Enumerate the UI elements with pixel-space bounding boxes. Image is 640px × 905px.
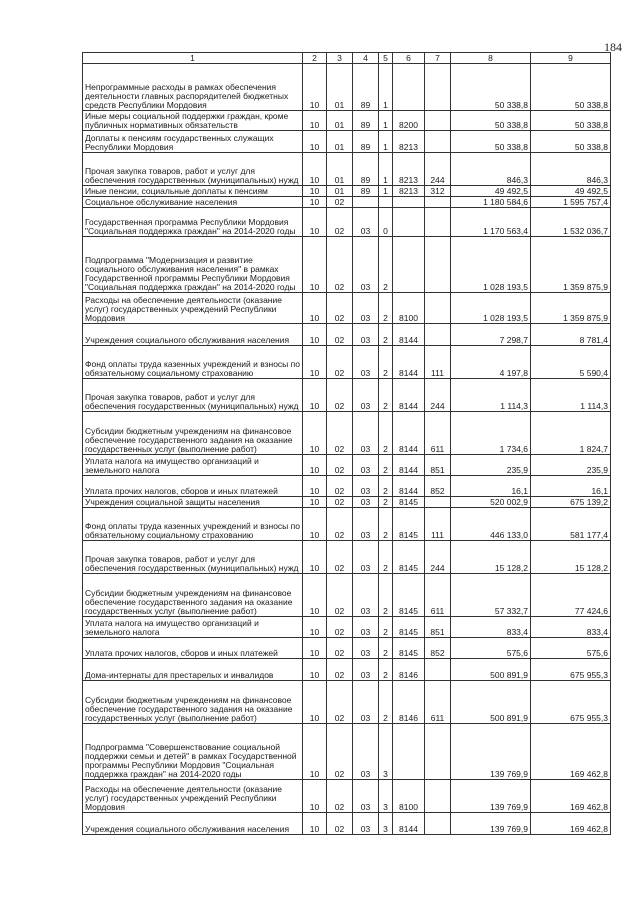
expense-type-code: 852 [425,476,451,497]
amount-col8: 50 338,8 [451,111,531,131]
amount-col8: 1 028 193,5 [451,293,531,324]
expense-type-code: 111 [425,346,451,379]
amount-col9: 8 781,4 [531,324,611,346]
section-code: 10 [303,476,327,497]
direction-code: 8145 [393,638,425,659]
direction-code [393,64,425,111]
section-code: 10 [303,455,327,476]
expense-type-code [425,237,451,293]
section-code: 10 [303,724,327,780]
expense-type-code: 244 [425,541,451,574]
subsection-code: 02 [327,412,353,455]
row-description: Субсидии бюджетным учреждениям на финансовое обеспечение государственного задания на оказание государственных услуг (выполнение работ) [83,412,303,455]
column-header: 1 [83,53,303,64]
amount-col8: 500 891,9 [451,681,531,724]
amount-col9: 1 532 036,7 [531,208,611,237]
expense-type-code [425,497,451,508]
program-code: 03 [353,476,379,497]
section-code: 10 [303,324,327,346]
expense-type-code [425,111,451,131]
direction-code [393,724,425,780]
amount-col9: 15 128,2 [531,541,611,574]
amount-col8: 50 338,8 [451,131,531,153]
expense-type-code: 312 [425,186,451,197]
section-code: 10 [303,379,327,412]
row-description: Иные пенсии, социальные доплаты к пенсиям [83,186,303,197]
table-row [83,780,611,813]
section-code: 10 [303,497,327,508]
program-code [353,197,379,208]
subsection-code: 02 [327,574,353,617]
section-code: 10 [303,197,327,208]
subsection-code: 02 [327,508,353,541]
table-row [83,508,611,541]
direction-code: 8213 [393,153,425,186]
table-row [83,497,611,508]
expense-type-code: 244 [425,153,451,186]
direction-code [393,208,425,237]
direction-code: 8144 [393,324,425,346]
section-code: 10 [303,813,327,835]
subsection-code: 02 [327,208,353,237]
table-row [83,659,611,681]
direction-code [393,237,425,293]
expense-type-code [425,197,451,208]
section-code: 10 [303,574,327,617]
direction-code [393,197,425,208]
row-description: Фонд оплаты труда казенных учреждений и взносы по обязательному социальному страхованию [83,346,303,379]
table-row [83,208,611,237]
direction-code: 8146 [393,659,425,681]
row-description: Субсидии бюджетным учреждениям на финансовое обеспечение государственного задания на оказание государственных услуг (выполнение работ) [83,574,303,617]
amount-col9: 77 424,6 [531,574,611,617]
table-row [83,346,611,379]
section-code: 10 [303,293,327,324]
subsection-code: 02 [327,724,353,780]
row-description: Расходы на обеспечение деятельности (оказание услуг) государственных учреждений Республики Мордовия [83,780,303,813]
row-description: Доплаты к пенсиям государственных служащих Республики Мордовия [83,131,303,153]
amount-col8: 50 338,8 [451,64,531,111]
amount-col8: 49 492,5 [451,186,531,197]
program-code: 03 [353,780,379,813]
subprogram-code: 2 [379,455,393,476]
row-description: Государственная программа Республики Мордовия "Социальная поддержка граждан" на 2014-2020 годы [83,208,303,237]
subprogram-code: 2 [379,379,393,412]
amount-col8: 1 734,6 [451,412,531,455]
amount-col8: 139 769,9 [451,813,531,835]
amount-col9: 1 824,7 [531,412,611,455]
subprogram-code: 3 [379,724,393,780]
table-row [83,197,611,208]
subsection-code: 02 [327,541,353,574]
amount-col9: 1 114,3 [531,379,611,412]
amount-col8: 833,4 [451,617,531,638]
subprogram-code: 2 [379,497,393,508]
table-row [83,186,611,197]
amount-col9: 50 338,8 [531,64,611,111]
direction-code: 8144 [393,379,425,412]
subsection-code: 02 [327,346,353,379]
amount-col9: 1 359 875,9 [531,237,611,293]
table-row [83,541,611,574]
subprogram-code: 2 [379,617,393,638]
program-code: 03 [353,638,379,659]
amount-col8: 15 128,2 [451,541,531,574]
section-code: 10 [303,64,327,111]
column-header: 8 [451,53,531,64]
table-row [83,455,611,476]
direction-code: 8145 [393,617,425,638]
direction-code: 8213 [393,186,425,197]
amount-col9: 1 359 875,9 [531,293,611,324]
amount-col9: 833,4 [531,617,611,638]
page-number: 184 [604,40,622,54]
amount-col8: 846,3 [451,153,531,186]
amount-col8: 4 197,8 [451,346,531,379]
amount-col9: 5 590,4 [531,346,611,379]
program-code: 03 [353,574,379,617]
table-row [83,379,611,412]
section-code: 10 [303,412,327,455]
budget-table [82,52,611,835]
expense-type-code: 851 [425,617,451,638]
subsection-code: 01 [327,111,353,131]
amount-col9: 16,1 [531,476,611,497]
expense-type-code [425,64,451,111]
direction-code: 8145 [393,574,425,617]
subprogram-code: 2 [379,293,393,324]
direction-code: 8144 [393,455,425,476]
amount-col8: 1 028 193,5 [451,237,531,293]
amount-col8: 575,6 [451,638,531,659]
subsection-code: 02 [327,197,353,208]
subsection-code: 02 [327,379,353,412]
section-code: 10 [303,508,327,541]
direction-code: 8100 [393,780,425,813]
row-description: Прочая закупка товаров, работ и услуг для обеспечения государственных (муниципальных) нужд [83,153,303,186]
subprogram-code: 2 [379,346,393,379]
program-code: 03 [353,681,379,724]
direction-code: 8145 [393,541,425,574]
subprogram-code: 1 [379,153,393,186]
table-row [83,617,611,638]
direction-code: 8144 [393,476,425,497]
subsection-code: 02 [327,659,353,681]
subprogram-code: 1 [379,64,393,111]
program-code: 89 [353,153,379,186]
expense-type-code [425,131,451,153]
table-row [83,153,611,186]
amount-col9: 675 139,2 [531,497,611,508]
amount-col9: 846,3 [531,153,611,186]
row-description: Подпрограмма "Совершенствование социальной поддержки семьи и детей" в рамках Государственной программы Республики Мордовия "Социальная поддержка граждан" на 2014-2020 годы [83,724,303,780]
program-code: 03 [353,455,379,476]
column-header: 2 [303,53,327,64]
table-row [83,293,611,324]
table-row [83,64,611,111]
row-description: Уплата прочих налогов, сборов и иных платежей [83,638,303,659]
table-row [83,813,611,835]
amount-col9: 50 338,8 [531,111,611,131]
table-row [83,324,611,346]
table-row [83,111,611,131]
amount-col8: 446 133,0 [451,508,531,541]
subsection-code: 02 [327,638,353,659]
subprogram-code: 2 [379,324,393,346]
amount-col8: 1 114,3 [451,379,531,412]
program-code: 03 [353,237,379,293]
table-header-row [83,53,611,64]
expense-type-code: 611 [425,574,451,617]
expense-type-code [425,724,451,780]
subsection-code: 01 [327,186,353,197]
column-header: 9 [531,53,611,64]
program-code: 03 [353,208,379,237]
program-code: 03 [353,659,379,681]
row-description: Уплата прочих налогов, сборов и иных платежей [83,476,303,497]
amount-col9: 675 955,3 [531,681,611,724]
amount-col9: 49 492,5 [531,186,611,197]
section-code: 10 [303,208,327,237]
column-header: 4 [353,53,379,64]
subsection-code: 02 [327,324,353,346]
amount-col9: 675 955,3 [531,659,611,681]
row-description: Прочая закупка товаров, работ и услуг для обеспечения государственных (муниципальных) нужд [83,379,303,412]
row-description: Иные меры социальной поддержки граждан, кроме публичных нормативных обязательств [83,111,303,131]
row-description: Дома-интернаты для престарелых и инвалидов [83,659,303,681]
section-code: 10 [303,131,327,153]
direction-code: 8144 [393,346,425,379]
expense-type-code: 852 [425,638,451,659]
amount-col8: 1 180 584,6 [451,197,531,208]
direction-code: 8100 [393,293,425,324]
section-code: 10 [303,617,327,638]
amount-col8: 7 298,7 [451,324,531,346]
program-code: 03 [353,497,379,508]
subprogram-code: 2 [379,574,393,617]
amount-col8: 500 891,9 [451,659,531,681]
amount-col9: 235,9 [531,455,611,476]
expense-type-code [425,659,451,681]
subsection-code: 02 [327,681,353,724]
amount-col9: 575,6 [531,638,611,659]
program-code: 03 [353,324,379,346]
subsection-code: 02 [327,780,353,813]
column-header: 5 [379,53,393,64]
program-code: 03 [353,293,379,324]
subsection-code: 01 [327,153,353,186]
section-code: 10 [303,186,327,197]
section-code: 10 [303,638,327,659]
expense-type-code [425,208,451,237]
row-description: Социальное обслуживание населения [83,197,303,208]
column-header: 3 [327,53,353,64]
expense-type-code: 611 [425,412,451,455]
subprogram-code: 2 [379,681,393,724]
subprogram-code: 2 [379,476,393,497]
section-code: 10 [303,237,327,293]
table-row [83,574,611,617]
program-code: 03 [353,412,379,455]
amount-col8: 16,1 [451,476,531,497]
program-code: 03 [353,508,379,541]
expense-type-code: 111 [425,508,451,541]
direction-code: 8145 [393,508,425,541]
table-row [83,724,611,780]
section-code: 10 [303,659,327,681]
subprogram-code: 3 [379,813,393,835]
amount-col9: 50 338,8 [531,131,611,153]
direction-code: 8144 [393,813,425,835]
row-description: Учреждения социальной защиты населения [83,497,303,508]
amount-col9: 169 462,8 [531,724,611,780]
subprogram-code: 1 [379,186,393,197]
subsection-code: 02 [327,497,353,508]
subprogram-code [379,197,393,208]
program-code: 03 [353,541,379,574]
program-code: 03 [353,813,379,835]
subprogram-code: 2 [379,412,393,455]
amount-col8: 1 170 563,4 [451,208,531,237]
subsection-code: 02 [327,813,353,835]
section-code: 10 [303,111,327,131]
amount-col9: 581 177,4 [531,508,611,541]
subsection-code: 01 [327,131,353,153]
amount-col8: 57 332,7 [451,574,531,617]
subprogram-code: 2 [379,508,393,541]
direction-code: 8145 [393,497,425,508]
subprogram-code: 2 [379,638,393,659]
column-header: 6 [393,53,425,64]
subsection-code: 02 [327,617,353,638]
program-code: 89 [353,186,379,197]
table-row [83,638,611,659]
subprogram-code: 1 [379,111,393,131]
row-description: Фонд оплаты труда казенных учреждений и взносы по обязательному социальному страхованию [83,508,303,541]
amount-col9: 169 462,8 [531,780,611,813]
direction-code: 8146 [393,681,425,724]
program-code: 89 [353,64,379,111]
row-description: Подпрограмма "Модернизация и развитие социального обслуживания населения" в рамках Государственной программы Республики Мордовия "Социальная поддержка граждан" на 2014-2020 годы [83,237,303,293]
program-code: 89 [353,111,379,131]
subprogram-code: 2 [379,237,393,293]
expense-type-code: 851 [425,455,451,476]
program-code: 03 [353,724,379,780]
program-code: 89 [353,131,379,153]
section-code: 10 [303,346,327,379]
subprogram-code: 0 [379,208,393,237]
row-description: Субсидии бюджетным учреждениям на финансовое обеспечение государственного задания на оказание государственных услуг (выполнение работ) [83,681,303,724]
row-description: Уплата налога на имущество организаций и земельного налога [83,455,303,476]
table-row [83,476,611,497]
subprogram-code: 2 [379,659,393,681]
direction-code: 8144 [393,412,425,455]
section-code: 10 [303,153,327,186]
program-code: 03 [353,346,379,379]
subsection-code: 01 [327,64,353,111]
row-description: Непрограммные расходы в рамках обеспечения деятельности главных распорядителей бюджетных средств Республики Мордовия [83,64,303,111]
expense-type-code [425,813,451,835]
row-description: Учреждения социального обслуживания населения [83,813,303,835]
section-code: 10 [303,541,327,574]
program-code: 03 [353,617,379,638]
amount-col8: 139 769,9 [451,724,531,780]
row-description: Расходы на обеспечение деятельности (оказание услуг) государственных учреждений Республики Мордовия [83,293,303,324]
expense-type-code [425,780,451,813]
section-code: 10 [303,780,327,813]
subprogram-code: 1 [379,131,393,153]
table-row [83,131,611,153]
row-description: Уплата налога на имущество организаций и земельного налога [83,617,303,638]
amount-col9: 169 462,8 [531,813,611,835]
expense-type-code [425,324,451,346]
section-code: 10 [303,681,327,724]
row-description: Учреждения социального обслуживания населения [83,324,303,346]
direction-code: 8213 [393,131,425,153]
table-row [83,681,611,724]
subprogram-code: 2 [379,541,393,574]
amount-col8: 520 002,9 [451,497,531,508]
subsection-code: 02 [327,237,353,293]
expense-type-code [425,293,451,324]
program-code: 03 [353,379,379,412]
subprogram-code: 3 [379,780,393,813]
subsection-code: 02 [327,455,353,476]
expense-type-code: 244 [425,379,451,412]
amount-col8: 139 769,9 [451,780,531,813]
direction-code: 8200 [393,111,425,131]
row-description: Прочая закупка товаров, работ и услуг для обеспечения государственных (муниципальных) нужд [83,541,303,574]
table-row [83,412,611,455]
amount-col8: 235,9 [451,455,531,476]
expense-type-code: 611 [425,681,451,724]
amount-col9: 1 595 757,4 [531,197,611,208]
subsection-code: 02 [327,476,353,497]
subsection-code: 02 [327,293,353,324]
table-row [83,237,611,293]
column-header: 7 [425,53,451,64]
